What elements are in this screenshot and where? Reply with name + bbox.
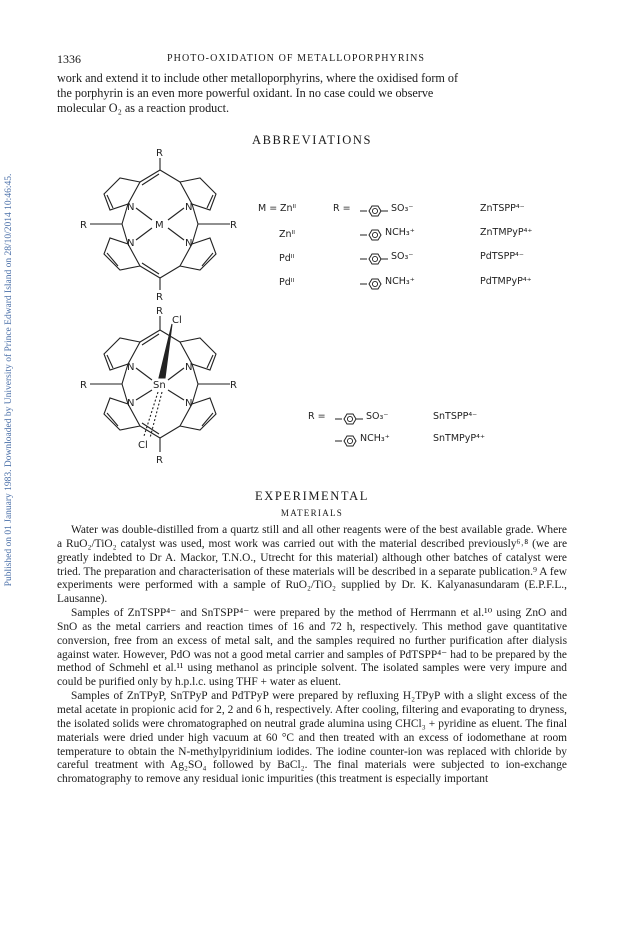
substituent-4: NCH₃⁺ [385, 276, 415, 287]
pyridyl-ring-icon [335, 434, 359, 448]
cl-label-bottom: Cl [138, 440, 148, 451]
experimental-heading: EXPERIMENTAL [254, 489, 370, 503]
abbrev-name-1: ZnTSPP⁴⁻ [480, 203, 525, 214]
tin-porphyrin-structure [80, 306, 240, 464]
materials-body [57, 524, 567, 787]
metalloporphyrin-structure [80, 148, 240, 300]
n-label-2: N [185, 202, 193, 213]
running-title: PHOTO-OXIDATION OF METALLOPORPHYRINS [167, 53, 426, 64]
sn-substituent-1: SO₃⁻ [366, 411, 389, 422]
cl-label-top: Cl [172, 315, 182, 326]
intro-line-1: work and extend it to include other metalloporphyrins, where the oxidised form of [57, 71, 459, 85]
n-label-1: N [127, 362, 135, 373]
metal-3: Pdᴵᴵ [279, 253, 295, 264]
metal-2: Znᴵᴵ [279, 229, 296, 240]
phenyl-ring-icon [335, 412, 365, 426]
paragraph-2: Samples of ZnTSPP⁴⁻ and SnTSPP⁴⁻ were prepared by the method of Herrmann et al.¹⁰ using ZnO and SnO as the metal carriers and reaction times of 16 and 72 h, respectively. This method gave quantitative conversion, free from an excess of metal salt, and the samples required no further purification after dialysis against water. However, PdO was not a good metal carrier and samples of PdTSPP⁴⁻ had to be prepared by the method of Schmehl et al.¹¹ using methanol as principle solvent. The isolated samples were very impure and could be purified only by h.p.l.c. using THF + water as eluent. [57, 607, 567, 689]
intro-line-3: molecular O₂ as a reaction product. [57, 101, 230, 116]
n-label-3: N [127, 398, 135, 409]
metal-4: Pdᴵᴵ [279, 277, 295, 288]
sn-name-1: SnTSPP⁴⁻ [433, 411, 478, 422]
n-label-4: N [185, 238, 193, 249]
metal-label: M [155, 220, 164, 231]
tin-label: Sn [153, 380, 166, 391]
sn-substituent-2: NCH₃⁺ [360, 433, 390, 444]
paragraph-3: Samples of ZnTPyP, SnTPyP and PdTPyP were prepared by refluxing H₂TPyP with a slight excess of the metal acetate in propionic acid for 2, 2 and 6 h, respectively. After cooling, filtering and evaporating to dryness, the isolated solids were chromatographed on neutral grade alumina using CHCl₃ + pyridine as eluent. The final materials were dried under high vacuum at 60 °C and then treated with an excess of iodomethane at room temperature to obtain the N-methylpyridinium iodides. The iodine counter-ion was replaced with chloride by careful treatment with Ag₂SO₄ followed by BaCl₂. The final materials were subjected to ion-exchange chromatography to remove any residual ionic impurities (this treatment is especially important [57, 690, 567, 786]
paragraph-1: Water was double-distilled from a quartz still and all other reagents were of the best available grade. Where a RuO₂/TiO₂ catalyst was used, most work was carried out with the material described previously⁶˒⁸ (we are greatly indebted to Dr A. Mackor, T.N.O., Utrecht for this material) although other batches of catalyst were tried. The preparation and characterisation of these materials will be described in a separate publication.⁹ A few experiments were performed with a sample of RuO₂/TiO₂ supplied by Dr. K. Kalyanasundaram (E.P.F.L., Lausanne). [57, 524, 567, 606]
page-number: 1336 [57, 52, 81, 66]
substituent-1: SO₃⁻ [391, 203, 414, 214]
r-label-right: R [230, 220, 237, 231]
download-watermark-text: Published on 01 January 1983. Downloaded by University of Prince Edward Island on 28/10/2014 10:46:45. [4, 173, 14, 587]
n-label-4: N [185, 398, 193, 409]
intro-paragraph [57, 71, 567, 117]
r-label-bottom: R [156, 292, 163, 300]
r-label-top: R [156, 148, 163, 159]
phenyl-ring-icon [360, 204, 390, 218]
n-label-1: N [127, 202, 135, 213]
abbreviations-heading: ABBREVIATIONS [251, 133, 373, 147]
materials-subheading: MATERIALS [280, 508, 344, 518]
download-watermark [3, 170, 15, 590]
n-label-3: N [127, 238, 135, 249]
abbrev-name-4: PdTMPyP⁴⁺ [480, 276, 532, 287]
metal-1: Znᴵᴵ [280, 203, 297, 214]
sn-name-2: SnTMPyP⁴⁺ [433, 433, 485, 444]
pyridyl-ring-icon [360, 277, 384, 291]
r-label-right: R [230, 380, 237, 391]
r-label-bottom: R [156, 455, 163, 464]
intro-line-2: the porphyrin is an even more powerful oxidant. In no case could we observe [57, 86, 434, 101]
r-label-top: R [156, 306, 163, 317]
substituent-2: NCH₃⁺ [385, 227, 415, 238]
chloride-wedge-bond [159, 324, 172, 378]
r-equals-label: R = [333, 203, 351, 214]
sn-r-equals-label: R = [308, 411, 326, 422]
chloride-hashed-bond [144, 392, 162, 438]
m-equals-label: M = [258, 203, 278, 214]
abbrev-name-3: PdTSPP⁴⁻ [480, 251, 524, 262]
abbrev-name-2: ZnTMPyP⁴⁺ [480, 227, 533, 238]
substituent-3: SO₃⁻ [391, 251, 414, 262]
r-label-left: R [80, 220, 87, 231]
phenyl-ring-icon [360, 252, 390, 266]
r-label-left: R [80, 380, 87, 391]
pyridyl-ring-icon [360, 228, 384, 242]
n-label-2: N [185, 362, 193, 373]
